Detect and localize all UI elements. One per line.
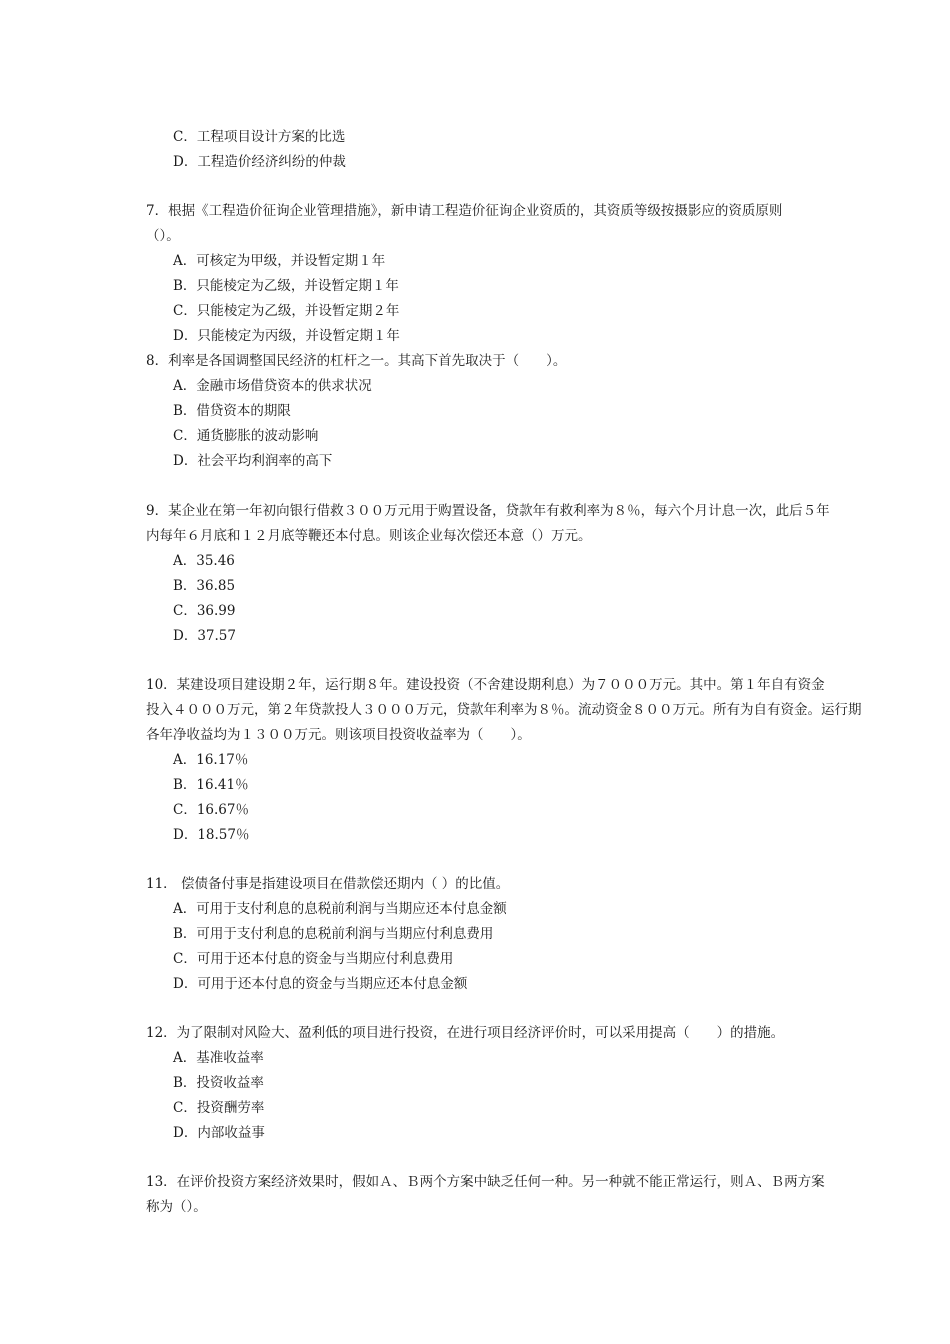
q12-option-a: A．基准收益率: [173, 1050, 264, 1066]
q11-stem: 11． 偿债备付事是指建设项目在借款偿还期内（ ）的比值。: [146, 876, 510, 892]
q12-stem: 12．为了限制对风险大、盈利低的项目进行投资，在进行项目经济评价时，可以采用提高（ ）的措施。: [146, 1025, 785, 1041]
q9-option-b: B．36.85: [173, 578, 236, 594]
q12-option-d: D．内部收益事: [173, 1125, 265, 1141]
q13-stem: 13．在评价投资方案经济效果时，假如Ａ、Ｂ两个方案中缺乏任何一种。另一种就不能正常运行，则Ａ、Ｂ两方案: [146, 1174, 825, 1190]
q8-option-a: A．金融市场借贷资本的供求状况: [173, 378, 372, 394]
q8-option-b: B．借贷资本的期限: [173, 403, 291, 419]
q9-option-c: C．36.99: [173, 603, 236, 619]
q7-option-a: A．可核定为甲级，并设暂定期１年: [173, 253, 386, 269]
q10-option-c: C．16.67％: [173, 802, 249, 818]
q8-option-c: C．通货膨胀的波动影响: [173, 428, 319, 444]
q7-option-d: D．只能棱定为丙级，并设暂定期１年: [173, 328, 400, 344]
q8-stem: 8．利率是各国调整国民经济的杠杆之一。其高下首先取决于（ ）。: [146, 353, 567, 369]
q13-stem-continued: 称为（）。: [146, 1199, 207, 1215]
q11-option-a: A．可用于支付利息的息税前利润与当期应还本付息金额: [173, 901, 507, 917]
q7-stem-continued: （）。: [146, 228, 180, 244]
q10-stem-continued-1: 投入４０００万元，第２年贷款投人３０００万元，贷款年利率为８％。流动资金８００万元。所有为自有资金。运行期: [146, 702, 862, 718]
q7-option-c: C．只能棱定为乙级，并设暂定期２年: [173, 303, 400, 319]
q11-option-b: B．可用于支付利息的息税前利润与当期应付利息费用: [173, 926, 494, 942]
q6-option-c: C．工程项目设计方案的比选: [173, 129, 346, 145]
q7-stem: 7．根据《工程造价征询企业管理措施》，新申请工程造价征询企业资质的，其资质等级按摄影应的资质原则: [146, 203, 783, 219]
q8-option-d: D．社会平均利润率的高下: [173, 453, 333, 469]
q10-option-d: D．18.57％: [173, 827, 250, 843]
q7-option-b: B．只能棱定为乙级，并设暂定期１年: [173, 278, 399, 294]
q6-option-d: D．工程造价经济纠纷的仲裁: [173, 154, 346, 170]
q12-option-b: B．投资收益率: [173, 1075, 264, 1091]
q11-option-d: D．可用于还本付息的资金与当期应还本付息金额: [173, 976, 468, 992]
q9-option-a: A．35.46: [173, 553, 235, 569]
q9-stem: 9．某企业在第一年初向银行借救３００万元用于购置设备，贷款年有救利率为８％，每六个月计息一次，此后５年: [146, 503, 830, 519]
q12-option-c: C．投资酬劳率: [173, 1100, 265, 1116]
q10-stem-continued-2: 各年净收益均为１３００万元。则该项目投资收益率为（ ）。: [146, 727, 531, 743]
q10-option-a: A．16.17％: [173, 752, 249, 768]
q9-option-d: D．37.57: [173, 628, 236, 644]
q10-stem: 10．某建设项目建设期２年，运行期８年。建设投资（不舍建设期利息）为７０００万元。其中。第１年自有资金: [146, 677, 825, 693]
q9-stem-continued: 内每年６月底和１２月底等鞭还本付息。则该企业每次偿还本意（）万元。: [146, 528, 592, 544]
q11-option-c: C．可用于还本付息的资金与当期应付利息费用: [173, 951, 454, 967]
q10-option-b: B．16.41％: [173, 777, 249, 793]
